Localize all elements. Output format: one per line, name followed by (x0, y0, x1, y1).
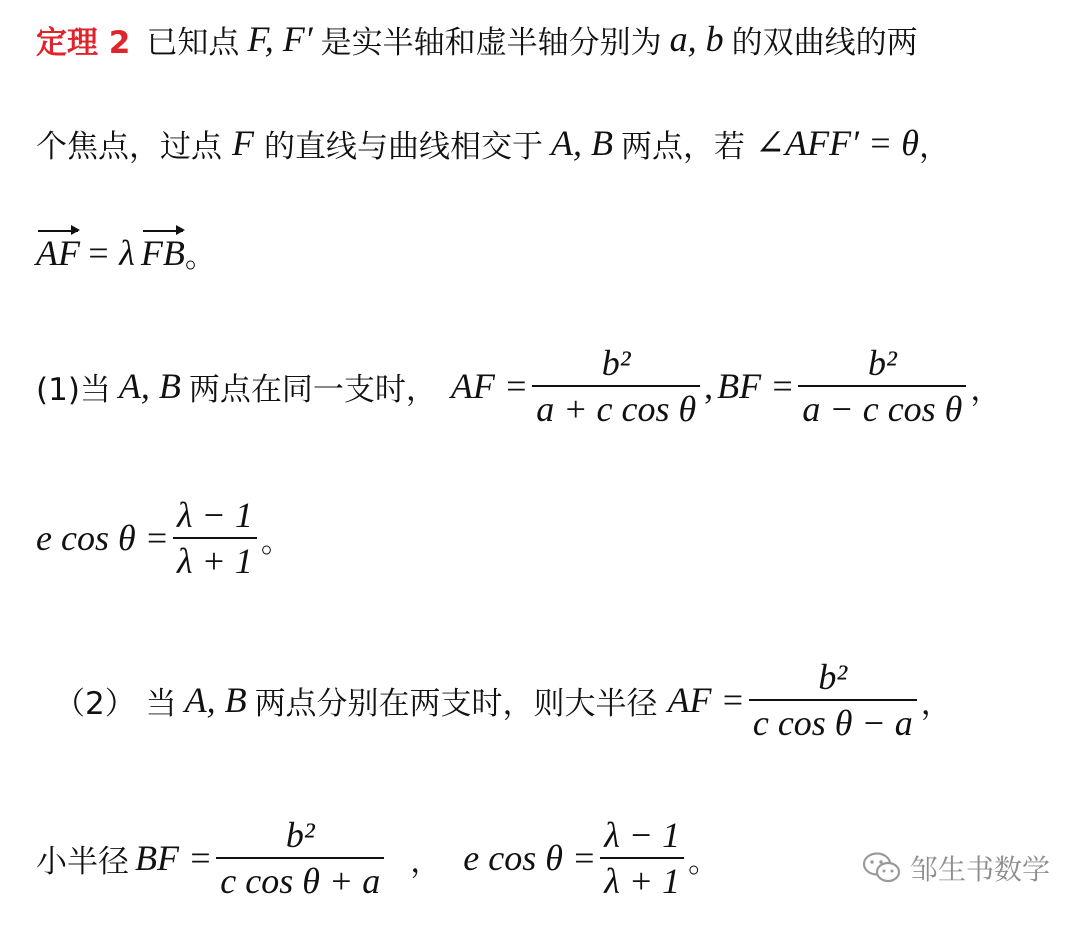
case1-ecos-line (36, 488, 292, 588)
ecos-lhs: e cos θ = (463, 838, 597, 878)
theorem-line-2 (36, 114, 950, 172)
case2-bf-lhs: BF = (135, 838, 213, 878)
case2-bf-fraction (216, 813, 384, 903)
points-symbols: A, B (551, 123, 613, 163)
ecos-fraction (173, 493, 257, 583)
small-radius-label: 小半径 (36, 843, 129, 880)
period: 。 (688, 843, 720, 880)
denominator: λ + 1 (176, 541, 253, 581)
comma: ， (410, 843, 442, 880)
intro-text-1: 已知点 (146, 24, 240, 61)
wechat-icon (862, 851, 902, 885)
intro-text-2: 是实半轴和虚半轴分别为 (320, 24, 662, 61)
separator: , (704, 366, 714, 406)
intro-text-6: 两点，若 (620, 128, 745, 165)
denominator: a − c cos θ (802, 389, 963, 429)
ecos-lhs: e cos θ = (36, 518, 169, 558)
watermark-text: 邹生书数学 (909, 853, 1050, 886)
theorem-line-1 (36, 10, 918, 68)
case1-bf-lhs: BF = (717, 366, 795, 406)
watermark (862, 848, 1050, 888)
case2-small-line (36, 808, 719, 908)
case2-ecos-fraction (600, 813, 684, 903)
case2-af-lhs: AF = (667, 680, 745, 720)
period: 。 (184, 238, 216, 275)
case2-af-fraction (749, 655, 917, 745)
case1-line (36, 336, 1001, 436)
numerator: b² (818, 657, 848, 697)
case2-label: （2） 当 (54, 685, 177, 722)
denominator: c cos θ − a (752, 703, 913, 743)
case1-points: A, B (118, 366, 181, 406)
intro-text-4: 个焦点，过点 (36, 128, 222, 165)
numerator: λ − 1 (176, 495, 253, 535)
comma: ， (920, 685, 952, 722)
intro-text-5: 的直线与曲线相交于 (264, 128, 543, 165)
focus-symbol: F (232, 123, 254, 163)
numerator: b² (868, 343, 897, 383)
intro-text-3: 的双曲线的两 (731, 24, 918, 61)
case1-label: (1)当 (36, 371, 111, 408)
angle-expression: ∠AFF′ = θ (754, 123, 919, 163)
numerator: λ − 1 (604, 815, 681, 855)
denominator: c cos θ + a (220, 861, 381, 901)
case1-text: 两点在同一支时， (188, 371, 437, 408)
denominator: λ + 1 (604, 861, 681, 901)
vector-equation: = λ (85, 233, 135, 273)
numerator: b² (601, 343, 631, 383)
case2-line (54, 650, 952, 750)
case2-text: 两点分别在两支时，则大半径 (254, 685, 658, 722)
period: 。 (260, 523, 292, 560)
theorem-label: 定理 2 (36, 24, 131, 61)
numerator: b² (285, 815, 315, 855)
denominator: a + c cos θ (536, 389, 697, 429)
foci-symbols: F, F′ (247, 19, 313, 59)
comma: ， (918, 128, 950, 165)
theorem-line-3 (36, 224, 216, 282)
comma: ， (970, 371, 1002, 408)
case2-points: A, B (184, 680, 247, 720)
case1-af-fraction (532, 341, 700, 431)
axis-symbols: a, b (669, 19, 724, 59)
vector-af: AF (36, 233, 80, 273)
case1-bf-fraction (798, 341, 966, 431)
case1-af-lhs: AF = (450, 366, 529, 406)
vector-fb: FB (140, 233, 185, 273)
